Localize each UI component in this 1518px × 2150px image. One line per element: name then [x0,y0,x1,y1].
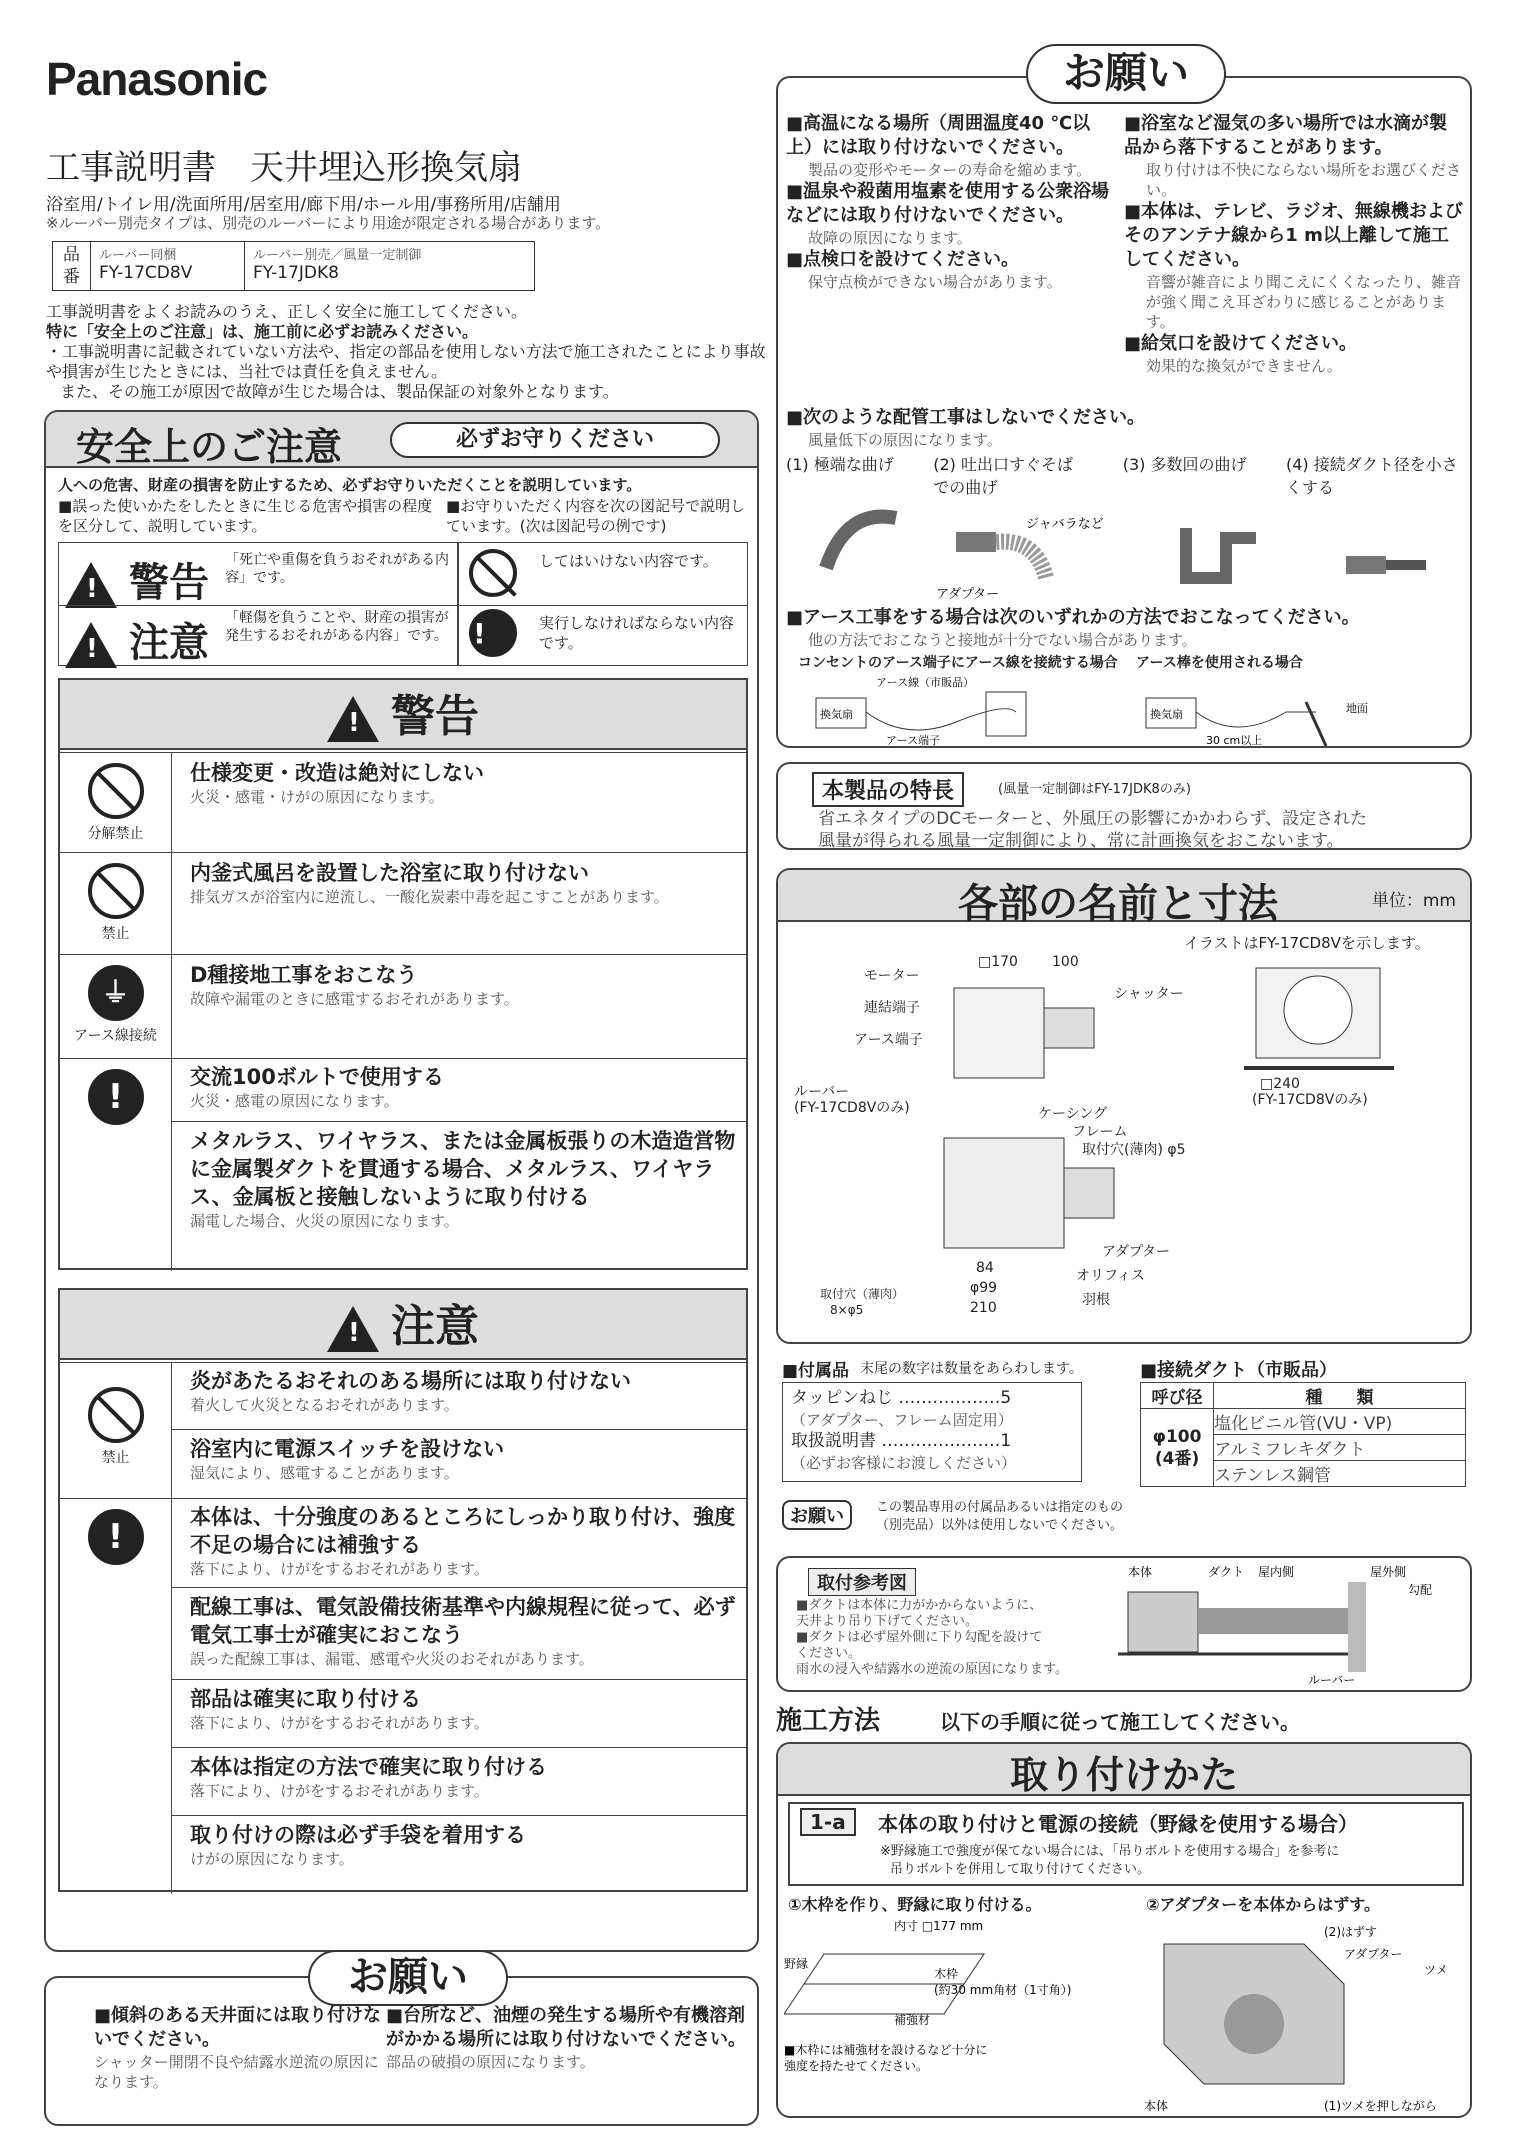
svg-text:換気扇: 換気扇 [1150,708,1183,721]
ref-diagram [1108,1562,1468,1690]
onegai-r3: ■給気口を設けてください。 [1124,333,1358,354]
ref-text [796,1598,1096,1678]
svg-text:30 cm以上: 30 cm以上 [1206,734,1263,747]
onegai-r1: ■浴室など湿気の多い場所では水滴が製品から落下することがあります。 [1124,113,1448,158]
accessories-note: 末尾の数字は数量をあらわします。 [860,1361,1083,1377]
svg-text:アダプター: アダプター [936,587,1000,602]
svg-text:オリフィス: オリフィス [1076,1268,1145,1284]
prohibit-icon [469,549,517,597]
ref-line: ■ダクトは必ず屋外側に下り勾配を設けて [796,1630,1043,1645]
svg-text:木枠: 木枠 [934,1967,959,1981]
parts-header [778,870,1470,927]
onegai-l1-note: 製品の変形やモーターの寿命を縮めます。 [808,161,1092,179]
no-desc: してはいけない内容です。 [539,552,718,570]
onegai-l1: ■高温になる場所（周囲温度40 ℃以上）には取り付けないでください。 [786,113,1091,158]
warning-triangle-icon [65,562,117,608]
svg-text:8×φ5: 8×φ5 [830,1303,864,1317]
product-col2-head: ルーバー別売／風量一定制御 [253,248,422,263]
duct-item: (2) 吐出口すぐそばでの曲げ [933,455,1074,497]
caution-triangle-icon [65,622,117,668]
install-title: 取り付けかた [778,1744,1470,1796]
onegai-l3-note: 保守点検ができない場合があります。 [808,273,1062,291]
svg-text:強度を持たせてください。: 強度を持たせてください。 [784,2059,929,2073]
duct-item: (1) 極端な曲げ [786,455,894,474]
svg-text:本体: 本体 [1128,1565,1153,1579]
svg-text:アース端子: アース端子 [854,1032,923,1048]
onegai-l2: ■温泉や殺菌用塩素を使用する公衆浴場などには取り付けないでください。 [786,181,1110,226]
svg-text:連結端子: 連結端子 [864,1000,920,1016]
svg-text:ケーシング: ケーシング [1038,1106,1108,1122]
intro-line: ・工事説明書に記載されていない方法や、指定の部品を使用しない方法で施工されたことにより事故や損害が生じたときには、当社では責任を負えません。 [46,342,766,381]
duct-size2: (4番) [1154,1448,1200,1469]
onegai-bottom [44,1954,759,2126]
svg-text:(FY-17CD8Vのみ): (FY-17CD8Vのみ) [1252,1092,1368,1108]
svg-text:φ99: φ99 [970,1280,998,1296]
caution-row: ! 本体は、十分強度のあるところにしっかり取り付け、強度不足の場合には補強する 落下により、けがをするおそれがあります。 配線工事は、電気設備技術基準や内線規程に従って、必ず電気工事士が確実におこなう 誤った配線工事は、漏電、感電や火災のおそれがあります。 部品は確実に取り付ける 落下により、けがをするおそれがあります。 本体は指定の方法で確実に取り付ける 落下により、けがをするおそれがあります。 取り付けの際は必ず手袋を着用する けがの原因になります。 [60,1498,746,1892]
svg-text:ツメ: ツメ [1424,1963,1448,1977]
onegai-r2: ■本体は、テレビ、ラジオ、無線機およびそのアンテナ線から1 m以上離して施工してください。 [1124,201,1463,270]
ref-line: 雨水の浸入や結露水の逆流の原因になります。 [796,1662,1068,1677]
ref-box [776,1556,1472,1692]
features-title: 本製品の特長 [812,772,964,807]
svg-text:ルーバー: ルーバー [794,1084,850,1100]
onegai-l2-note: 故障の原因になります。 [808,229,972,247]
duct-type: アルミフレキダクト [1214,1435,1466,1461]
svg-text:野縁: 野縁 [784,1957,809,1971]
install-s1: ①木枠を作り、野縁に取り付ける。 [788,1895,1042,1914]
onegai-r1-note: 取り付けは不快にならない場所をお選びください。 [1146,161,1462,199]
onegai-r3-note: 効果的な換気ができません。 [1146,357,1342,375]
product-col1-head: ルーバー同梱 [99,248,177,263]
earth-b: アース棒を使用される場合 [1136,655,1303,671]
svg-text:84: 84 [976,1260,994,1276]
svg-text:(約30 mm角材（1寸角）): (約30 mm角材（1寸角）) [934,1983,1072,1997]
must-desc: 実行しなければならない内容です。 [539,614,735,652]
svg-text:(FY-17CD8Vのみ): (FY-17CD8Vのみ) [794,1100,910,1116]
duct-table-title: ■接続ダクト（市販品） [1140,1360,1338,1381]
caution-row: 禁止 炎があたるおそれのある場所には取り付けない 着火して火災となるおそれがあります。 浴室内に電源スイッチを設けない 湿気により、感電することがあります。 [60,1362,746,1498]
mandatory-icon: ! [60,1059,172,1271]
safety-l1: ■誤った使いかたをしたときに生じる危害や損害の程度を区分して、説明しています。 [58,497,433,535]
duct-head: 呼び径 [1141,1383,1214,1409]
parts-illus: イラストはFY-17CD8Vを示します。 [1184,934,1430,952]
step-number: 1-a [800,1808,856,1836]
duct-type: 塩化ビニル管(VU・VP) [1214,1409,1466,1435]
svg-text:地面: 地面 [1346,702,1368,715]
svg-text:■木枠には補強材を設けるなど十分に: ■木枠には補強材を設けるなど十分に [784,2043,988,2057]
svg-text:勾配: 勾配 [1408,1583,1433,1597]
svg-text:屋外側: 屋外側 [1370,1565,1407,1579]
earth-diagram [786,672,1466,748]
intro-text [46,302,766,402]
caut-desc: 「軽傷を負うことや、財産の損害が発生するおそれがある内容」です。 [225,610,449,644]
earth-a: コンセントのアース端子にアース線を接続する場合 [798,655,1118,671]
product-col1-val: FY-17CD8V [99,263,193,283]
ground-icon: ⏚ アース線接続 [60,955,172,1059]
accessory-item: 取扱説明書 …………………1 [791,1431,1012,1451]
onegai-title: お願い [308,1950,508,2006]
safety-pill: 必ずお守りください [390,422,720,458]
method-text: 以下の手順に従って施工してください。 [940,1710,1300,1734]
safety-title: 安全上のご注意 [76,425,343,469]
svg-text:モーター: モーター [864,968,920,984]
svg-text:(2)はずす: (2)はずす [1324,1925,1377,1939]
parts-diagram [784,928,1468,1342]
intro-line: 工事説明書をよくお読みのうえ、正しく安全に施工してください。 [46,302,527,321]
warn-desc: 「死亡や重傷を負うおそれがある内容」です。 [225,552,449,586]
svg-text:□170: □170 [978,954,1018,970]
onegai-l3: ■点検口を設けてください。 [786,249,1020,270]
parts-title: 各部の名前と寸法 [958,881,1278,927]
svg-text:羽根: 羽根 [1082,1292,1110,1308]
features-text1: 省エネタイプのDCモーターと、外風圧の影響にかかわらず、設定された [818,809,1368,829]
ref-line: ■ダクトは本体に力がかからないように、 [796,1598,1043,1613]
safety-l2: ■お守りいただく内容を次の図記号で説明しています。(次は図記号の例です) [446,497,746,535]
mandatory-icon: ! [60,1499,172,1893]
svg-text:取付穴（薄肉）: 取付穴（薄肉） [820,1287,905,1301]
svg-text:アース端子: アース端子 [886,734,941,747]
svg-text:取付穴(薄肉) φ5: 取付穴(薄肉) φ5 [1082,1142,1186,1158]
onegai-small-label: お願い [782,1500,852,1530]
parts-section [776,868,1472,1344]
onegai-a: ■傾斜のある天井面には取り付けないでください。 [94,2005,382,2050]
accessories-box [782,1382,1082,1482]
intro-line: 特に「安全上のご注意」は、施工前に必ずお読みください。 [46,322,479,341]
duct-warning: ■次のような配管工事はしないでください。 [786,407,1146,428]
usage-note: ※ルーバー別売タイプは、別売のルーバーにより用途が限定される場合があります。 [46,214,611,232]
parts-unit: 単位：mm [1371,891,1456,911]
features-box [776,762,1472,850]
svg-text:アース線（市販品）: アース線（市販品） [876,676,975,689]
accessory-note: （アダプター、フレーム固定用） [791,1411,1013,1429]
warning-header: !警告 [60,680,746,750]
safety-header [46,412,757,468]
ref-title: 取付参考図 [808,1568,916,1596]
onegai-top [776,48,1472,748]
page-title: 工事説明書 天井埋込形換気扇 [46,148,522,188]
step-box [788,1802,1464,1886]
onegai-b-note: 部品の破損の原因になります。 [386,2053,595,2071]
earth-note: 他の方法でおこなうと接地が十分でない場合があります。 [808,631,1197,649]
duct-type: ステンレス鋼管 [1214,1461,1466,1487]
svg-text:アダプター: アダプター [1344,1947,1403,1961]
svg-text:換気扇: 換気扇 [820,708,853,721]
ref-line: ください。 [796,1646,862,1661]
product-table [52,241,535,291]
warning-triangle-icon [327,696,379,742]
install-section [776,1742,1472,2118]
safety-section [44,410,759,1952]
duct-head: 種 類 [1214,1383,1466,1409]
duct-note: 風量低下の原因になります。 [808,431,1002,449]
install-diagram [784,1914,1468,2118]
usage-list: 浴室用/トイレ用/洗面所用/居室用/廊下用/ホール用/事務所用/店舗用 [46,195,561,215]
caut-signal: !注意 [65,611,209,668]
duct-item: (3) 多数回の曲げ [1122,455,1247,474]
warning-row: ⏚ アース線接続 D種接地工事をおこなう 故障や漏電のときに感電するおそれがあります。 [60,954,746,1058]
warning-row: 禁止 内釜式風呂を設置した浴室に取り付けない 排気ガスが浴室内に逆流し、一酸化炭素中毒を起こすことがあります。 [60,852,746,954]
accessories-title: ■付属品 [782,1361,850,1381]
duct-table [1140,1382,1466,1487]
duct-size: φ100 [1152,1426,1202,1447]
duct-illustrations [786,488,1466,608]
method-title: 施工方法 [776,1706,881,1736]
svg-text:ダクト: ダクト [1208,1565,1245,1579]
step-note: 吊りボルトを併用して取り付けてください。 [890,1862,1151,1877]
features-text2: 風量が得られる風量一定制御により、常に計画換気をおこないます。 [818,831,1344,851]
product-col2-val: FY-17JDK8 [253,263,339,283]
svg-text:100: 100 [1052,954,1079,970]
svg-text:(1)ツメを押しながら: (1)ツメを押しながら [1324,2099,1437,2113]
step-title: 本体の取り付けと電源の接続（野縁を使用する場合） [878,1812,1358,1836]
step-note: ※野縁施工で強度が保てない場合には、「吊りボルトを使用する場合」を参考に [880,1844,1340,1859]
mandatory-icon: ! [469,609,517,657]
warning-row: ! 交流100ボルトで使用する 火災・感電の原因になります。 メタルラス、ワイヤラス、または金属板張りの木造造営物に金属製ダクトを貫通する場合、メタルラス、ワイヤラス、金属板と接触しないように取り付ける 漏電した場合、火災の原因になります。 [60,1058,746,1270]
product-label: 品番 [53,242,91,291]
svg-text:内寸 □177 mm: 内寸 □177 mm [894,1919,984,1933]
brand-logo: Panasonic [46,53,268,105]
onegai-small-text1: この製品専用の付属品あるいは指定のもの [876,1500,1124,1515]
duct-item: (4) 接続ダクト径を小さくする [1285,455,1458,497]
svg-text:フレーム: フレーム [1072,1124,1128,1140]
svg-text:屋内側: 屋内側 [1258,1565,1295,1579]
onegai-r2-note: 音響が雑音により聞こえにくくなったり、雑音が強く聞こえ耳ざわりに感じることがあります。 [1146,273,1462,331]
warning-block [58,678,748,1270]
onegai-small-text2: （別売品）以外は使用しないでください。 [876,1518,1124,1533]
signal-box [58,542,458,666]
svg-text:補強材: 補強材 [894,2013,931,2027]
prohibit-icon: 禁止 [60,1363,172,1499]
caution-triangle-icon [327,1306,379,1352]
svg-text:ルーバー: ルーバー [1308,1673,1356,1687]
earth-warning: ■アース工事をする場合は次のいずれかの方法でおこなってください。 [786,607,1360,628]
symbol-box [458,542,748,666]
no-disassembly-icon: 分解禁止 [60,753,172,853]
onegai-b: ■台所など、油煙の発生する場所や有機溶剤がかかる場所には取り付けないでください。 [386,2005,746,2050]
accessory-note: （必ずお客様にお渡しください） [791,1454,1017,1472]
warn-signal: !警告 [65,551,209,608]
warning-row: 分解禁止 仕様変更・改造は絶対にしない 火災・感電・けがの原因になります。 [60,752,746,852]
caution-header: !注意 [60,1290,746,1360]
onegai-a-note: シャッター開閉不良や結露水逆流の原因になります。 [94,2053,379,2091]
prohibit-icon: 禁止 [60,853,172,955]
ref-line: 天井より吊り下げてください。 [796,1614,979,1629]
svg-text:210: 210 [970,1300,997,1316]
svg-text:□240: □240 [1260,1076,1300,1092]
install-s2: ②アダプターを本体からはずす。 [1146,1895,1381,1914]
caution-block [58,1288,748,1892]
svg-text:ジャバラなど: ジャバラなど [1026,517,1104,532]
svg-text:本体: 本体 [1144,2099,1169,2113]
svg-text:アダプター: アダプター [1102,1244,1171,1260]
intro-line: また、その施工が原因で故障が生じた場合は、製品保証の対象外となります。 [60,382,619,401]
svg-text:シャッター: シャッター [1114,986,1184,1002]
safety-lead: 人への危害、財産の損害を防止するため、必ずお守りいただくことを説明しています。 [58,476,642,494]
accessory-item: タッピンねじ ………………5 [791,1388,1012,1408]
onegai-top-title: お願い [1026,44,1226,104]
features-note: (風量一定制御はFY-17JDK8のみ) [998,782,1191,797]
